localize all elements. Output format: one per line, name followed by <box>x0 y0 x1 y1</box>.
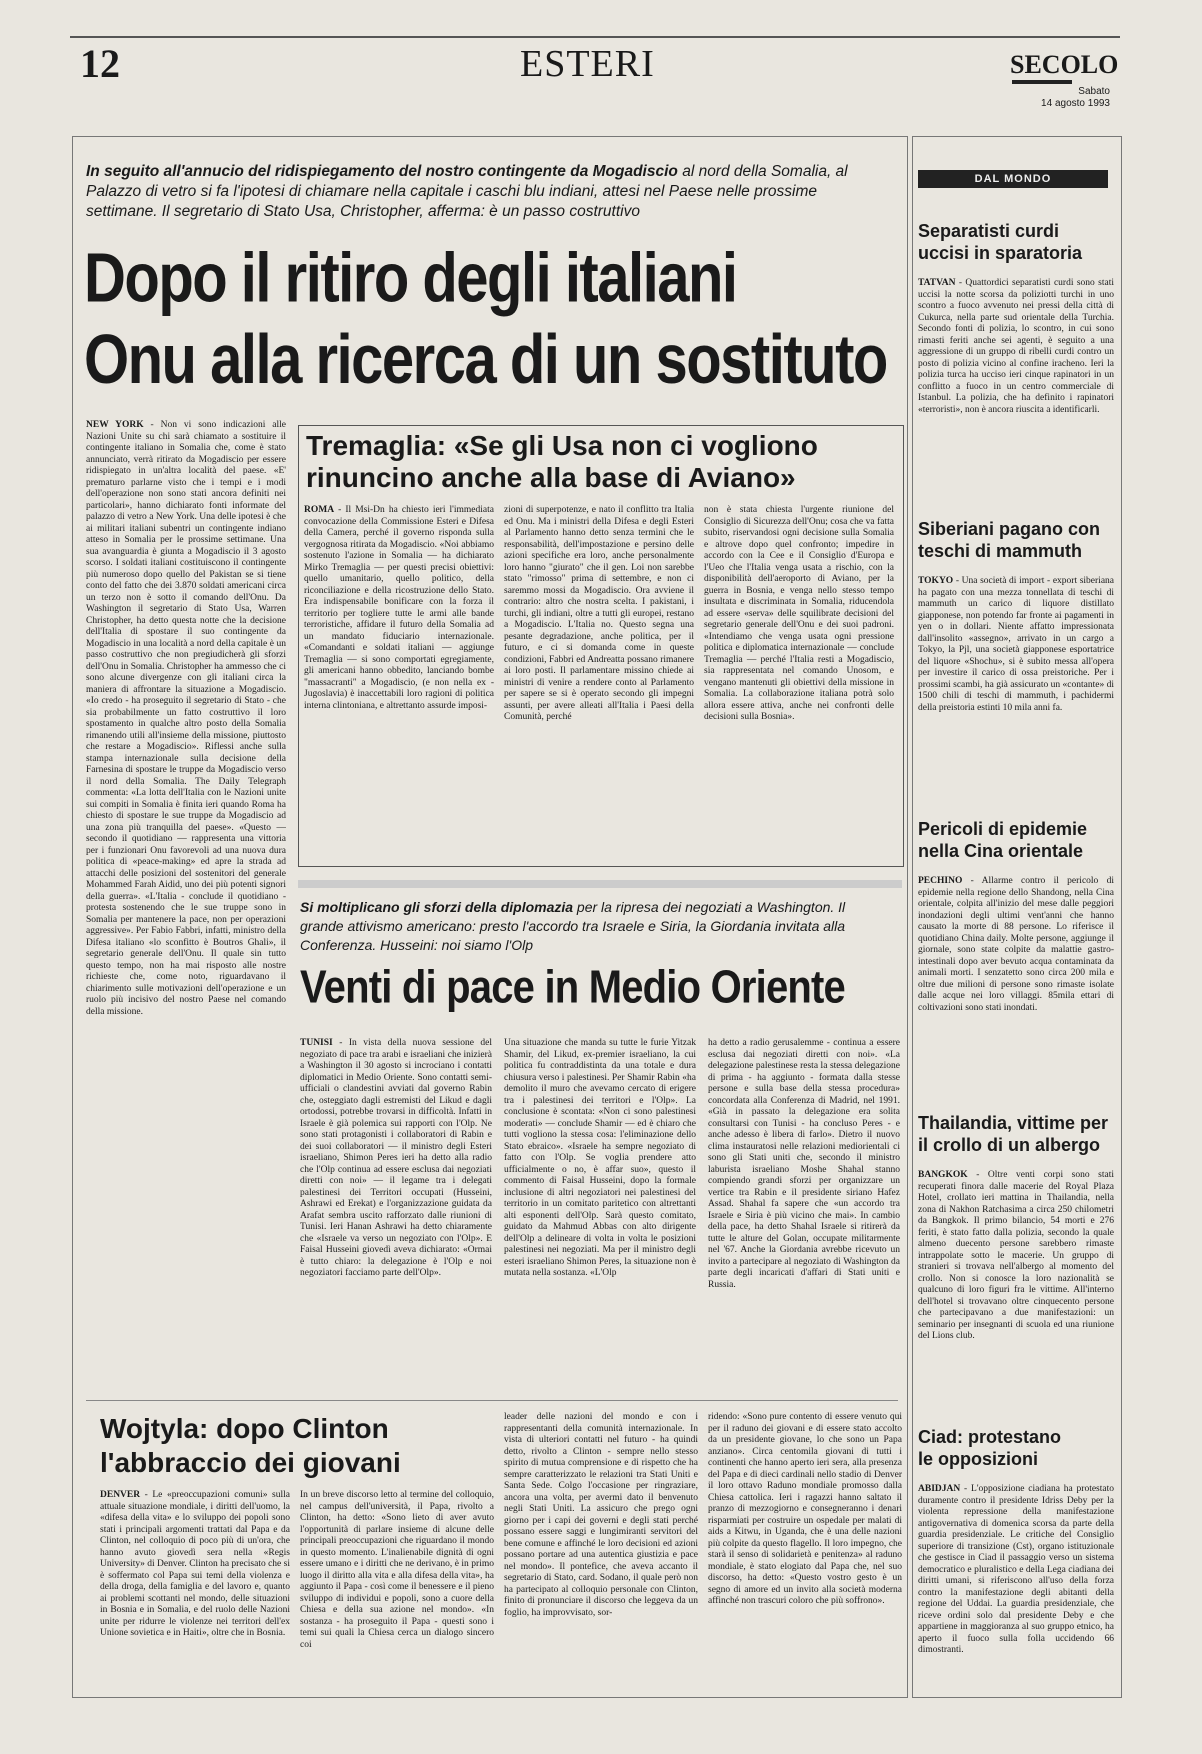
main-kicker-bold: In seguito all'annucio del ridispiegamento del nostro contingente da Mogadiscio <box>86 163 678 180</box>
sidebar-item-ciad-text: - L'opposizione ciadiana ha protestato duramente contro il presidente Idriss Deby per la violenta repressione della manifestazione antigovernativa di domenica scorsa da parte della guardia presidenziale. Le critiche del Consiglio superiore di transizione (Cst), organo istituzionale che gestisce in Ciad il passaggio verso un sistema democratico e pluralistico e della Lega ciadiana dei diritti umani, si riferiscono all'uso della forza contro la manifestazione degli abitanti della regione del Uddai. La guardia presidenziale, che riceve ordini solo dal presidente Deby e che appartiene in maggioranza al suo gruppo etnico, ha aperto il fuoco sulla folla uccidendo 66 dimostranti. <box>918 1484 1114 1655</box>
main-dateline: NEW YORK <box>86 420 144 430</box>
tremaglia-headline-line1: Tremaglia: «Se gli Usa non ci vogliono <box>306 430 818 461</box>
wojtyla-col1-text: - Le «preoccupazioni comuni» sulla attuale situazione mondiale, i diritti dell'uomo, la «difesa della vita» e lo sviluppo dei popoli sono stati i principali argomenti trattati dal Papa e da Clinton, nel colloquio di poco più di un'ora, che hanno avuto giovedì sera nella «Regis University» di Denver. Clinton ha precisato che si è soffermato col Papa sui temi della violenza e della droga, della famiglia e del lavoro e, quanto ai problemi scottanti nel mondo, delle situazioni in Bosnia e in Somalia, e del ruolo delle Nazioni unite per ridurre le violenze nei territori dell'ex Unione sovietica e in Haiti», oltre che in Bosnia. <box>100 1490 290 1638</box>
sidebar-item-thailandia-title-line2: il crollo di un albergo <box>918 1135 1101 1155</box>
medio-oriente-kicker-rest: per la ripresa dei negoziati a Washington. Il grande attivismo americano: presto l'accordo tra Israele e Siria, la Giordania invitata alla Conferenza. Husseini: noi siamo l'Olp <box>300 899 846 953</box>
sidebar-item-ciad-title <box>918 1426 1114 1470</box>
sidebar-item-thailandia-text: - Oltre venti corpi sono stati recuperati finora dalle macerie del Royal Plaza Hotel, crollato ieri mattina in Thailandia, nella zona di Nakhon Ratchasima a circa 250 chilometri da Bangkok. Il primo bilancio, 54 morti e 276 feriti, è stato fatto dalla polizia, secondo la quale almeno duecento persone sarebbero rimaste intrappolate sotto le macerie. Un gruppo di stranieri si trovava nell'albergo al momento del crollo. Non si conosce la loro nazionalità se qualcuno di loro figuri fra le vittime. All'interno dell'hotel si trovavano oltre cinquecento persone che partecipavano a due manifestazioni: un seminario per insegnanti di scuola ed una riunione del Lions club. <box>918 1170 1114 1341</box>
medio-oriente-col1-text: - In vista della nuova sessione del negoziato di pace tra arabi e israeliani che inizierà a Washington il 30 agosto si incrociano i contatti diplomatici in Medio Oriente. Sono contatti semi-ufficiali o clandestini avviati dal governo Rabin che, osteggiato dagli estremisti del Likud e dagli ortodossi, potrebbe trovarsi in difficoltà. Infatti in Israele è già polemica sui rapporti con l'Olp. Ne sono stati protagonisti i collaboratori di Rabin e dei suoi collaboratori — il ministro degli Esteri israeliano, Shimon Peres ieri ha detto alla radio che l'Olp continua ad essere esclusa dai negoziati diretti con noi» — il legame tra i delegati palestinesi dei Territori occupati (Husseini, Ashrawi ed Erekat) e l'organizzazione guidata da Arafat sembra uscito rafforzato dalle riunioni di Tunisi. Ieri Hanan Ashrawi ha detto chiaramente che «Israele va verso un negoziato con l'Olp». E Faisal Husseini giovedì aveva dichiarato: «Ormai è tutto chiaro: la delegazione è l'Olp e noi negoziatori facciamo parte dell'Olp». <box>300 1038 492 1278</box>
page-number: 12 <box>80 41 120 86</box>
sidebar-item-cina-title-line2: nella Cina orientale <box>918 841 1084 861</box>
sidebar-item-cina-text: - Allarme contro il pericolo di epidemie nella regione dello Shandong, nella Cina orientale, colpita all'inizio del mese dalle peggiori inondazioni degli ultimi vent'anni che hanno causato la morte di 88 persone. Lo riferisce il quotidiano China daily. Molte persone, aggiunge il giornale, sono state colpite da malattie gastro-intestinali dopo aver bevuto acqua contaminata da animali morti. I senzatetto sono circa 200 mila e oltre due milioni di persone sono rimaste isolate dalle acque nei loro villaggi. 85mila ettari di coltivazioni sono stati inondati. <box>918 876 1114 1013</box>
sidebar-item-siberiani-title <box>918 518 1114 562</box>
main-headline <box>84 238 894 401</box>
medio-oriente-col2: Una situazione che manda su tutte le furie Yitzak Shamir, del Likud, ex-premier israeliano, la cui politica fu contraddistinta da una totale e dura chiusura verso i palestinesi. Per Shamir Rabin «ha demolito il muro che avevamo cercato di erigere tra i palestinesi dei territori e l'Olp». La conclusione è scontata: «Non ci sono palestinesi moderati» — conclude Shamir — ed è chiaro che tutti vogliono la stessa cosa: l'eliminazione dello Stato ebraico». «Israele ha sempre negoziato di fatto con l'Olp. Se voglia prendere atto ufficialmente o no, è affar suo», questo il commento di Faisal Husseini, dopo la formale inclusione di altri negoziatori nei palestinesi del territorio in un comitato paritetico con altrettanti alti esponenti dell'Olp. Sarà questo comitato, guidato da Mahmud Abbas con alto dirigente dell'Olp a delineare di volta in volta le posizioni palestinesi nei negoziati. Ma per il ministro degli esteri israeliano Shimon Peres, la situazione non è mutata nella sostanza. «L'Olp <box>504 1038 696 1278</box>
wojtyla-col4: ridendo: «Sono pure contento di essere venuto qui per il raduno dei giovani e di essere stato accolto da un presidente giovane, lo che sono un Papa anziano». Circa centomila giovani di tutti i continenti che hanno aperto ieri sera, alla presenza del Papa e di dieci cardinali nello stadio di Denver il loro ottavo Raduno mondiale promosso dalla Chiesa cattolica. Ieri i ragazzi hanno saltato il pranzo di mezzogiorno e consegneranno i denari risparmiati per costruire un ospedale per malati di aids a Kitwu, in Uganda, che è una delle nazioni più colpite da questo flagello. Il loro impegno, che starà il senso di solidarietà e penitenza» al raduno mondiale, è stato elogiato dal Papa che, nel suo discorso, ha detto: «Questo vostro gesto è un segno di amore ed un invito alla società moderna affinché non trascuri coloro che più soffrono». <box>708 1412 902 1606</box>
wojtyla-rule <box>86 1400 898 1401</box>
tremaglia-col2: zioni di superpotenze, e nato il conflitto tra Italia ed Onu. Ma i ministri della Difesa e degli Esteri al Parlamento hanno detto senza termini che le responsabilità, dell'impostazione e persino delle azioni specifiche era loro, anche personalmente loro hanno "giurato" che il gen. Loi non sarebbe stato "rimosso" prima di settembre, e non ci saremmo mossi da Mogadiscio. Ora avviene il contrario: altro che nostra scelta. I pakistani, i turchi, gli indiani, oltre a tutti gli europei, restano a Mogadiscio. L'Italia no. Questo segna una pesante degradazione, anche politica, per il futuro, e ci si domanda come in queste condizioni, Fabbri ed Andreatta possano rimanere ai loro posti. Il parlamentare missino chiede ai ministri di venire a rendere conto al Parlamento per sapere se si è operato secondo gli impegni assunti, per avere alleati all'Italia i Paesi della Comunità, perché <box>504 505 694 722</box>
sidebar-item-cina-title <box>918 818 1114 862</box>
newspaper-logo: SECOLO <box>1010 50 1119 79</box>
tremaglia-dateline: ROMA <box>304 505 335 515</box>
main-kicker <box>86 162 876 222</box>
dal-mondo-label: DAL MONDO <box>918 170 1108 188</box>
medio-oriente-col3: ha detto a radio gerusalemme - continua a essere esclusa dai negoziati diretti con noi». «La delegazione palestinese resta la stessa delegazione di prima - ha aggiunto - formata dalla stesse persone e sulla base della stessa procedura» concordata alla Conferenza di Madrid, nel 1991. «Già in passato la delegazione era solita consultarsi con Tunisi - ha concluso Peres - e anche adesso è libera di farlo». Dietro il nuovo clima instauratosi nelle relazioni mediorientali ci sono gli Stati uniti che, secondo il ministro laburista israeliano Moshe Shahal stanno compiendo grandi sforzi per organizzare un vertice tra Rabin e il presidente siriano Hafez Assad. Shahal fa sapere che «un accordo tra Israele e Siria è più vicino che mai». In cambio della pace, ha detto Shahal Israele si ritirerà da tutte le alture del Golan, occupate militarmente nel '67. Anche la Giordania avrebbe ricevuto un invito a partecipare al negoziato di Washington da parte degli incaricati d'affari di Stati uniti e Russia. <box>708 1038 900 1290</box>
tremaglia-headline <box>306 430 896 494</box>
sidebar-item-thailandia-title-line1: Thailandia, vittime per <box>918 1113 1109 1133</box>
wojtyla-dateline: DENVER <box>100 1490 141 1500</box>
wojtyla-headline-line2: l'abbraccio dei giovani <box>100 1447 401 1478</box>
issue-date <box>1000 86 1110 110</box>
medio-oriente-col1 <box>300 1038 492 1383</box>
sidebar-item-siberiani-text: - Una società di import - export siberiana ha pagato con una mezza tonnellata di teschi di mammuth un carico di liquore distillato giapponese, non potendo far fronte ai pagamenti in yen o in dollari. Niente affatto impressionata dall'insolito «assegno», arrivato in un cargo a Tokyo, la Pjl, una società giapponese esportatrice del liquore «Shochu», si è subito messa all'opera per investire il carico di ossa preistoriche. Per i prossimi scambi, ha già assicurato un «contante» di 1500 chili di teschi di mammuth, i pachidermi della preistoria estinti 10 mila anni fa. <box>918 576 1114 713</box>
main-headline-line2: Onu alla ricerca di un sostituto <box>84 320 887 399</box>
medio-oriente-kicker-bold: Si moltiplicano gli sforzi della diplomazia <box>300 899 574 915</box>
medio-oriente-dateline: TUNISI <box>300 1038 333 1048</box>
issue-date-text: 14 agosto 1993 <box>1041 98 1110 109</box>
sidebar-item-ciad-title-line1: Ciad: protestano <box>918 1427 1062 1447</box>
sidebar-item-cina-title-line1: Pericoli di epidemie <box>918 819 1088 839</box>
tremaglia-col1 <box>304 505 494 857</box>
issue-day: Sabato <box>1078 86 1110 97</box>
sidebar-item-ciad-dateline: ABIDJAN <box>918 1484 961 1494</box>
sidebar-item-thailandia-dateline: BANGKOK <box>918 1170 968 1180</box>
main-kicker-rest: al nord della Somalia, al Palazzo di vetro si fa l'ipotesi di chiamare nella capitale i caschi blu indiani, attesi nel Paese nelle prossime settimane. Il segretario di Stato Usa, Christopher, afferma: è un passo costruttivo <box>86 163 848 220</box>
main-body-text: - Non vi sono indicazioni alle Nazioni Unite su chi sarà chiamato a sostituire il contingente italiano in Somalia che, come è stato annunciato, verrà ritirato da Mogadiscio per essere ridispiegato in un'altra località del paese. «E' prematuro parlarne visto che i tempi e i modi dell'operazione non sono stati ancora definiti nei particolari», hanno dichiarato fonti informate del palazzo di vetro a New York. Una delle ipotesi è che ai militari italiani subentri un contingente indiano atteso in Somalia per le prossime settimane. Una sua avanguardia è giunta a Mogadiscio il 3 agosto scorso. I soldati italiani costituiscono il contingente più numeroso dopo quello del Pakistan se si tiene conto del fatto che dei 3.870 soldati americani circa un terzo non è sotto il comando dell'Onu. Da Washington il segretario di Stato Usa, Warren Christopher, ha detto questa notte che la decisione dell'Italia di spostare il suo contingente da Mogadiscio in una località a nord della capitale è un passo costruttivo che non pregiudicherà gli sforzi dell'Onu in Somalia. Christopher ha ammesso che ci sono alcune divergenze con gli italiani circa la maniera di affrontare la situazione a Mogadiscio. «Io credo - ha proseguito il segretario di Stato - che sia probabilmente un fatto costruttivo il loro spostamento in qualche altro posto della Somalia rimanendo utili all'insieme della missione, piuttosto che restare a Mogadiscio». Riflessi anche sulla stampa internazionale sulla decisione della Farnesina di spostare le truppe da Mogadiscio verso il nord della Somalia. The Daily Telegraph commenta: «La lotta dell'Italia con le Nazioni unite sui compiti in Somalia è finita ieri quando Roma ha chiesto di spostare le sue truppe da Mogadiscio ad una zona più tranquilla del paese». «Questo — secondo il quotidiano — rappresenta una vittoria per i funzionari Onu favorevoli ad una nuova dura politica di «peace-making» ed apre la strada ad attacchi delle posizioni del sostenitori del generale Mohammed Farah Aidid, uno dei più potenti signori della guerra». «L'Italia - conclude il quotidiano - protesta sostenendo che le sue truppe sono in Somalia per mantenere la pace, non per operazioni aggressive». Per Fabio Fabbri, infatti, ministro della Difesa italiano «lo sconfitto è Boutros Ghali», il segretario generale dell'Onu. Il quale sin tutto questo tempo, non ha mai risposto alle nostre richieste che, come noto, riguardavano il chiarimento sulle motivazioni dell'operazione e un ruolo più incisivo del nostro Paese nel comando della missione. <box>86 420 286 1017</box>
sidebar-item-siberiani-body <box>918 576 1114 806</box>
logo-underline <box>1012 80 1072 84</box>
sidebar-item-cina-body <box>918 876 1114 1102</box>
section-separator-band <box>298 880 902 888</box>
sidebar-item-ciad-body <box>918 1484 1114 1689</box>
tremaglia-col1-text: - Il Msi-Dn ha chiesto ieri l'immediata convocazione della Commissione Esteri e Difesa della Camera, perché il governo risponda sulla vergognosa ritirata da Mogadiscio. «Noi abbiamo sostenuto l'azione in Somalia — ha dichiarato Mirko Tremaglia — per questi precisi obiettivi: quello umanitario, quello politico, della riconciliazione e della ricostruzione dello Stato. Era indispensabile bonificare con la forza il territorio per togliere tutte le armi alle bande terroristiche, affidare il futuro della Somalia ad un mandato fiduciario internazionale. «Comandanti e soldati italiani — aggiunge Tremaglia — si sono comportati egregiamente, gli americani hanno obbedito, lanciando bombe "massacranti" a Mogadiscio, (e non nella ex - Jugoslavia) è inaccettabili loro ragioni di politica interna clintoniana, e altrettanto assurde imposi- <box>304 505 494 711</box>
main-article-body <box>86 420 286 1420</box>
wojtyla-col3: leader delle nazioni del mondo e con i rappresentanti della comunità internazionale. In vista di ulteriori contatti nel futuro - ha quindi detto, rivolto a Clinton - sempre nello stesso spirito di mutua comprensione e di rispetto che ha sempre caratterizzato le relazioni tra Stati Uniti e Santa Sede. Colgo l'occasione per ringraziare, ancora una volta, per avermi dato il benvenuto negli Stati Uniti. La assicuro che prego ogni giorno per i capi dei governi e degli stati perché possano essere saggi e lungimiranti servitori del bene comune e affinché le loro decisioni ed azioni possano portare ad una autentica giustizia e pace nel mondo». Il pontefice, che aveva accanto il segretario di Stato, card. Sodano, il quale però non ha partecipato al colloquio personale con Clinton, finito di pronunciare il discorso che leggeva da un foglio, ha improvvisato, sor- <box>504 1412 698 1618</box>
sidebar-item-siberiani-dateline: TOKYO <box>918 576 954 586</box>
sidebar-item-curdi-title-line1: Separatisti curdi <box>918 221 1060 241</box>
sidebar-item-thailandia-title <box>918 1112 1114 1156</box>
medio-oriente-headline: Venti di pace in Medio Oriente <box>300 962 846 1013</box>
wojtyla-headline <box>100 1412 500 1480</box>
main-headline-line1: Dopo il ritiro degli italiani <box>84 239 737 318</box>
sidebar-item-siberiani-title-line2: teschi di mammuth <box>918 541 1083 561</box>
sidebar-item-curdi-title <box>918 220 1114 264</box>
tremaglia-headline-line2: rinuncino anche alla base di Aviano» <box>306 462 796 493</box>
sidebar-item-curdi-text: - Quattordici separatisti curdi sono stati uccisi la notte scorsa da poliziotti turchi in uno scontro a fuoco avvenuto nei pressi della città di Cukurca, nella parte sud orientale della Turchia. Secondo fonti di polizia, lo scontro, in cui sono rimasti feriti anche sei agenti, è seguito a una aggressione di un gruppo di ribelli curdi contro un posto di polizia vicino al confine iracheno. Ieri la polizia turca ha ucciso ieri cinque rapinatori in un conflitto a fuoco in un centro commerciale di Istanbul. La polizia, che ha definito i rapinatori «terroristi», non è ancora riuscita a identificarli. <box>918 278 1114 415</box>
header-rule <box>70 36 1120 38</box>
sidebar-item-cina-dateline: PECHINO <box>918 876 963 886</box>
sidebar-item-curdi-dateline: TATVAN <box>918 278 956 288</box>
wojtyla-headline-line1: Wojtyla: dopo Clinton <box>100 1413 389 1444</box>
sidebar-item-ciad-title-line2: le opposizioni <box>918 1449 1038 1469</box>
sidebar-item-curdi-title-line2: uccisi in sparatoria <box>918 243 1083 263</box>
sidebar-item-thailandia-body <box>918 1170 1114 1420</box>
section-title: ESTERI <box>520 43 655 85</box>
tremaglia-col3: non è stata chiesta l'urgente riunione del Consiglio di Sicurezza dell'Onu; cosa che va fatta subito, riservandosi ogni decisione sulla Somalia e altrove dopo quel confronto; impedire in accordo con la Cee e il Consiglio d'Europa e l'Ueo che l'Italia venga usata a rischio, con la disponibilità dell'aeroporto di Aviano, per la guerra in Bosnia, e venga nello stesso tempo insultata e discriminata in Somalia, riducendola ad essere «serva» delle squilibrate decisioni del segretario generale dell'Onu e dei suoi padroni. «Intendiamo che venga usata ogni pressione politica e diplomatica internazionale — conclude Tremaglia — perché l'Italia resti a Mogadiscio, sia rappresentata nel comando Unosom, e vengano mantenuti gli obiettivi della missione in Somalia. La collaborazione italiana potrà solo allora essere attiva, anche nei confronti delle decisioni sulla Bosnia». <box>704 505 894 722</box>
sidebar-item-curdi-body <box>918 278 1114 510</box>
sidebar-item-siberiani-title-line1: Siberiani pagano con <box>918 519 1101 539</box>
wojtyla-col1 <box>100 1490 290 1690</box>
wojtyla-col2: In un breve discorso letto al termine del colloquio, nel campus dell'università, il Papa, rivolto a Clinton, ha detto: «Sono lieto di aver avuto l'opportunità di parlare insieme di alcune delle principali preoccupazioni che riguardano il mondo in questo momento. L'inalienabile dignità di ogni essere umano e i diritti che ne derivano, è in primo luogo il diritto alla vita e alla difesa della vita», ha aggiunto il Papa - così come il benessere e il pieno sviluppo di individui e popoli, sono a cuore della Chiesa e della sua azione nel mondo». «In sostanza - ha proseguito il Papa - questi sono i temi sui quali la Chiesa cerca un dialogo sincero coi <box>300 1490 494 1650</box>
medio-oriente-kicker <box>300 898 860 955</box>
